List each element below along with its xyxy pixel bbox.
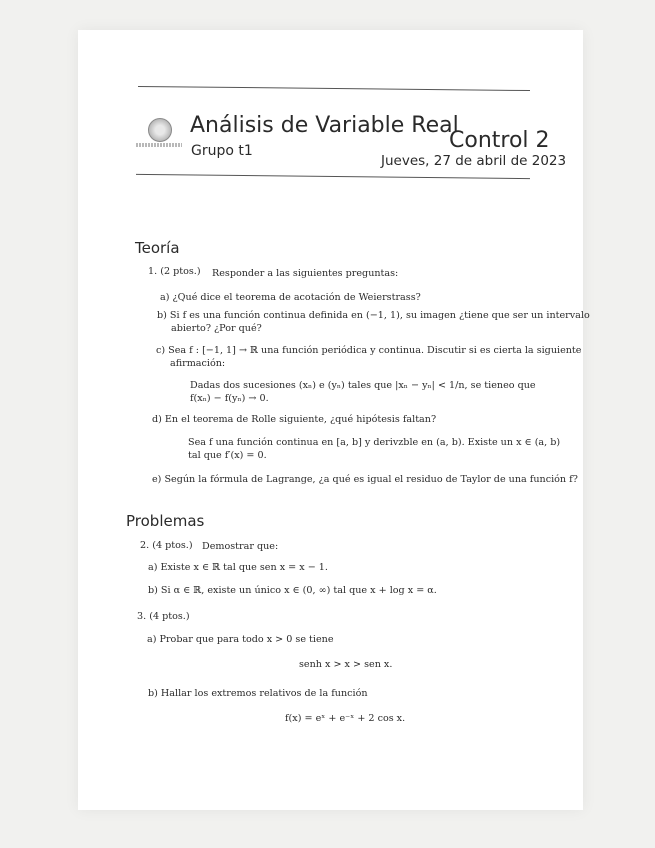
question-3-label: 3. (4 ptos.): [137, 611, 190, 622]
question-1e: e) Según la fórmula de Lagrange, ¿a qué es igual el residuo de Taylor de una función f?: [152, 474, 578, 485]
question-3a: a) Probar que para todo x > 0 se tiene: [147, 634, 334, 645]
question-2a: a) Existe x ∈ ℝ tal que sen x = x − 1.: [148, 562, 328, 573]
question-1c-quote-line2: f(xₙ) − f(yₙ) → 0.: [190, 393, 269, 404]
section-heading-problemas: Problemas: [126, 512, 205, 530]
university-seal-caption: [136, 143, 182, 147]
question-1-text: Responder a las siguientes preguntas:: [212, 268, 399, 279]
question-3b-formula: f(x) = eˣ + e⁻ˣ + 2 cos x.: [285, 713, 406, 724]
group-label: Grupo t1: [191, 143, 253, 159]
question-1c-line2: afirmación:: [170, 358, 226, 369]
exam-title: Control 2: [449, 128, 550, 153]
question-1d-quote-line1: Sea f una función continua en [a, b] y derivzble en (a, b). Existe un x ∈ (a, b): [188, 437, 561, 448]
question-1b-line1: b) Si f es una función continua definida en (−1, 1), su imagen ¿tiene que ser un intervalo: [157, 310, 590, 321]
question-3a-formula: senh x > x > sen x.: [299, 659, 393, 670]
question-1a: a) ¿Qué dice el teorema de acotación de Weierstrass?: [160, 292, 421, 303]
question-1d: d) En el teorema de Rolle siguiente, ¿qué hipótesis faltan?: [152, 414, 437, 425]
course-title: Análisis de Variable Real: [190, 113, 459, 138]
exam-date: Jueves, 27 de abril de 2023: [381, 153, 567, 169]
question-2-label: 2. (4 ptos.): [140, 540, 193, 551]
university-seal-icon: [148, 118, 172, 142]
question-2b: b) Si α ∈ ℝ, existe un único x ∈ (0, ∞) tal que x + log x = α.: [148, 585, 437, 596]
question-1c-quote-line1: Dadas dos sucesiones (xₙ) e (yₙ) tales que |xₙ − yₙ| < 1/n, se tieneo que: [190, 380, 536, 391]
question-1d-quote-line2: tal que f′(x) = 0.: [188, 450, 267, 461]
question-2-text: Demostrar que:: [202, 541, 279, 552]
section-heading-teoria: Teoría: [135, 239, 180, 257]
question-1b-line2: abierto? ¿Por qué?: [171, 323, 262, 334]
question-3b: b) Hallar los extremos relativos de la función: [148, 688, 368, 699]
question-1-label: 1. (2 ptos.): [148, 266, 201, 277]
question-1c-line1: c) Sea f : [−1, 1] → ℝ una función periódica y continua. Discutir si es cierta la siguiente: [156, 345, 582, 356]
